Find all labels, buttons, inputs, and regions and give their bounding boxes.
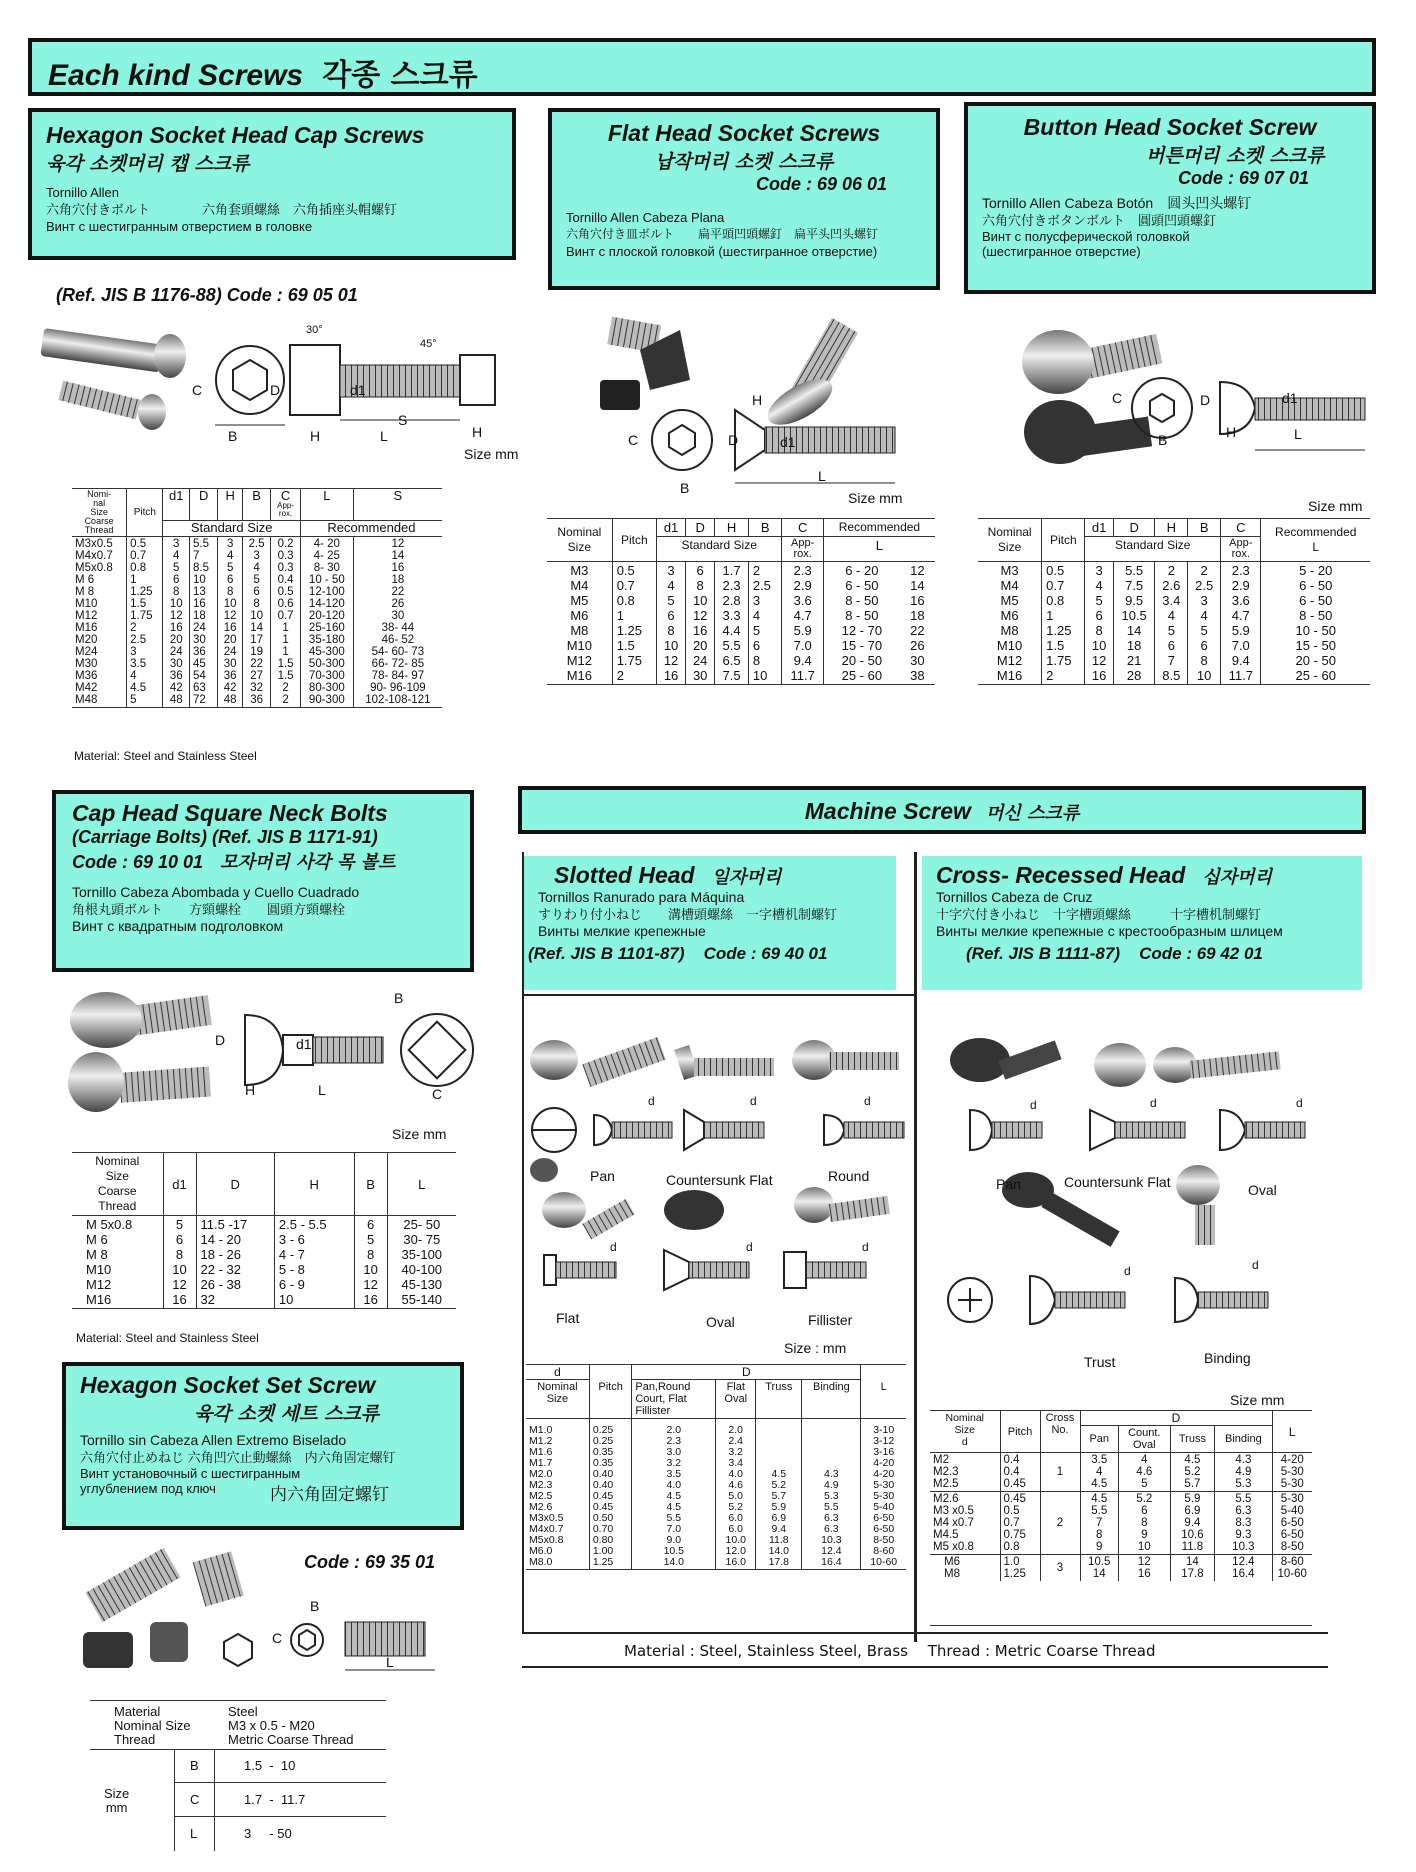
- cross-dim-d: d: [1124, 1264, 1131, 1278]
- slotted-binding-col: 4.3 4.9 5.3 5.5 6.3 6.3 10.3 12.4 16.4: [802, 1419, 861, 1570]
- cross-binding-col: 5.5 6.3 8.3 9.3 10.3: [1215, 1492, 1272, 1555]
- slotted-ref: (Ref. JIS B 1101-87): [528, 944, 685, 963]
- cross-truss-col: 5.9 6.9 9.4 10.6 11.8: [1170, 1492, 1215, 1555]
- carriage-title: Cap Head Square Neck Bolts: [72, 800, 388, 826]
- slotted-code: Code : 69 40 01: [703, 944, 828, 963]
- slotted-col-l: L: [861, 1380, 906, 1419]
- slotted-header-border: [524, 994, 914, 996]
- cross-count-col: 4 4.6 5: [1118, 1453, 1170, 1492]
- hex-cap-col-S: S: [353, 489, 442, 521]
- button-head-col-recommended: Recommended L: [1261, 519, 1370, 562]
- banner-title-ko: 각종 스크류: [322, 58, 478, 93]
- cross-dim-d: d: [1150, 1096, 1157, 1110]
- set-screw-photos: [78, 1548, 258, 1678]
- flat-head-nominal-col: M3 M4 M5 M6 M8 M10 M12 M16: [566, 563, 592, 683]
- hex-cap-header: [28, 108, 516, 260]
- flat-head-S-col: 12 14 16 18 22 26 30 38: [910, 563, 925, 683]
- flat-head-table: [547, 518, 935, 685]
- cross-type-oval: Oval: [1248, 1182, 1277, 1198]
- machine-title-ko: 머신 스크류: [986, 803, 1080, 824]
- slotted-type-oval: Oval: [706, 1314, 735, 1330]
- carriage-dim-b: B: [394, 990, 404, 1006]
- hex-cap-size-note: Size mm: [464, 446, 519, 462]
- cross-drawings: [940, 1030, 1350, 1360]
- flat-head-group-standard: Standard Size: [656, 537, 781, 562]
- carriage-header: [52, 790, 474, 972]
- set-screw-title: Hexagon Socket Set Screw: [80, 1372, 376, 1398]
- slotted-dim-d: d: [862, 1240, 869, 1254]
- cross-cross-col: 3: [1040, 1555, 1080, 1582]
- hex-cap-L-col: 4- 20 4- 25 8- 30 10 - 50 12-100 14-120 20-120 25-160 35-180 45-300 50-300 70-300 80-300 90-300: [300, 537, 353, 708]
- cross-col-nominal: Nominal Size d: [930, 1411, 1000, 1453]
- hex-cap-col-D: D: [190, 489, 218, 521]
- cross-ru: Винты мелкие крепежные с крестообразным шлицем: [936, 923, 1283, 939]
- carriage-es: Tornillo Cabeza Abombada y Cuello Cuadrado: [72, 884, 360, 900]
- set-screw-code: Code : 69 35 01: [304, 1552, 436, 1572]
- cross-count-col: 5.2 6 8 9 10: [1118, 1492, 1170, 1555]
- cross-col-count: Count. Oval: [1118, 1426, 1170, 1453]
- cross-size-note: Size mm: [1230, 1392, 1285, 1408]
- slotted-dim-d: d: [750, 1094, 757, 1108]
- cross-truss-col: 4.5 5.2 5.7: [1170, 1453, 1215, 1492]
- slotted-title-row: [538, 862, 882, 889]
- cross-col-binding: Binding: [1215, 1426, 1272, 1453]
- set-screw-row-dim: L: [190, 1826, 198, 1841]
- slotted-col-nominal: Nominal Size: [537, 1381, 578, 1405]
- hex-cap-angle-30: 30°: [306, 324, 323, 336]
- slotted-col-flat: Flat Oval: [716, 1380, 756, 1419]
- slotted-empty-cell: [589, 1365, 632, 1380]
- cross-group-row: [930, 1453, 1312, 1492]
- hex-cap-group-recommended: Recommended: [300, 521, 442, 537]
- flat-head-H-col: 1.7 2.3 2.8 3.3 4.4 5.5 6.5 7.5: [715, 562, 749, 685]
- cross-count-col: 12 16: [1118, 1555, 1170, 1582]
- flat-head-dim-h: H: [752, 392, 763, 408]
- carriage-col-D: D: [196, 1153, 274, 1216]
- machine-footer: Material : Steel, Stainless Steel, Brass Thread : Metric Coarse Thread: [624, 1642, 1156, 1660]
- cross-nominal-col: M2.6 M3 x0.5 M4 x0.7 M4.5 M5 x0.8: [933, 1493, 974, 1553]
- carriage-col-d1: d1: [163, 1153, 196, 1216]
- carriage-B-col: 6 5 8 10 12 16: [354, 1216, 387, 1309]
- hex-cap-dim-h2: H: [472, 424, 483, 440]
- carriage-dim-d: D: [215, 1032, 226, 1048]
- set-screw-row-range: 3 - 50: [244, 1826, 292, 1841]
- flat-head-col-H: H: [715, 519, 749, 537]
- button-head-col-D: D: [1113, 519, 1155, 537]
- hex-cap-col-H: H: [218, 489, 242, 521]
- set-screw-jp: 六角穴付止めねじ 六角凹穴止動螺絲 内六角固定螺钉: [80, 1450, 396, 1465]
- set-screw-row-dim: C: [190, 1792, 200, 1807]
- hex-cap-dim-c: C: [192, 382, 203, 398]
- flat-head-col-nominal: Nominal Size: [547, 519, 612, 562]
- button-head-H-col: 2 2.6 3.4 4 5 6 7 8.5: [1155, 562, 1188, 685]
- hex-cap-photos: [40, 328, 190, 438]
- cross-type-binding: Binding: [1204, 1350, 1251, 1366]
- carriage-dim-d1: d1: [296, 1036, 312, 1052]
- flat-head-L-col: 6 - 20 6 - 50 8 - 50 8 - 50 12 - 70 15 - 70 20 - 50 25 - 60: [823, 562, 899, 685]
- button-head-L-col: 5 - 20 6 - 50 6 - 50 8 - 50 10 - 50 15 - 50 20 - 50 25 - 60: [1261, 562, 1370, 685]
- slotted-col-binding: Binding: [802, 1380, 861, 1419]
- cross-nominal-col: M2 M2.3 M2.5: [933, 1454, 959, 1490]
- cross-title-ko: 십자머리: [1202, 867, 1272, 888]
- hex-cap-col-pitch: Pitch: [127, 489, 163, 537]
- cross-group-row: [930, 1555, 1312, 1582]
- button-head-dim-l: L: [1294, 426, 1302, 442]
- slotted-ref-row: [528, 944, 882, 964]
- button-head-pitch-col: 0.5 0.7 0.8 1 1.25 1.5 1.75 2: [1042, 562, 1085, 685]
- button-head-nominal-col: M3 M4 M5 M6 M8 M10 M12 M16: [996, 563, 1023, 683]
- cross-pan-col: 4.5 5.5 7 8 9: [1080, 1492, 1118, 1555]
- hex-cap-d1-col: 3 4 5 6 8 10 12 16 20 24 30 36 42 48: [163, 537, 190, 708]
- hex-cap-group-standard: Standard Size: [163, 521, 300, 537]
- button-head-col-C: C: [1221, 519, 1261, 537]
- hex-cap-title: Hexagon Socket Head Cap Screws: [46, 122, 425, 148]
- button-head-col-C-sub: App- rox.: [1221, 537, 1261, 562]
- carriage-photos: [60, 990, 220, 1120]
- button-head-col-H: H: [1155, 519, 1188, 537]
- button-head-header: [964, 102, 1376, 294]
- button-head-C-col: 2.3 2.9 3.6 4.7 5.9 7.0 9.4 11.7: [1221, 562, 1261, 685]
- hex-cap-dim-l: L: [380, 428, 388, 444]
- cross-ref: (Ref. JIS B 1111-87): [966, 944, 1121, 963]
- carriage-material: Material: Steel and Stainless Steel: [76, 1331, 259, 1345]
- set-screw-ru: Винт установочный с шестигранным углублением под ключ: [80, 1466, 301, 1496]
- hex-cap-dim-h: H: [310, 428, 321, 444]
- set-screw-zh: 内六角固定螺钉: [270, 1485, 389, 1505]
- banner-title: Each kind Screws: [48, 59, 304, 92]
- slotted-type-fillister: Fillister: [808, 1312, 853, 1328]
- cross-title: Cross- Recessed Head: [936, 862, 1186, 888]
- slotted-pitch-col: 0.25 0.25 0.35 0.35 0.40 0.40 0.45 0.45 0.50 0.70 0.80 1.00 1.25: [589, 1419, 632, 1570]
- slotted-col-d: d: [526, 1365, 589, 1380]
- hex-cap-col-L: L: [300, 489, 353, 521]
- button-head-d1-col: 3 4 5 6 8 10 12 16: [1085, 562, 1113, 685]
- button-head-dim-h: H: [1226, 424, 1237, 440]
- cross-ref-row: [966, 944, 1348, 964]
- cross-truss-col: 14 17.8: [1170, 1555, 1215, 1582]
- slotted-empty-cell: [861, 1365, 906, 1380]
- hex-cap-nominal-col: M3x0.5 M4x0.7 M5x0.8 M 6 M 8 M10 M12 M16 M20 M24 M30 M36 M42 M48: [75, 538, 113, 706]
- flat-head-ru: Винт с плоской головкой (шестигранное отверстие): [566, 244, 878, 259]
- machine-title: Machine Screw: [804, 798, 971, 824]
- flat-head-col-recommended: Recommended: [823, 519, 935, 537]
- hex-cap-angle-45: 45°: [420, 338, 437, 350]
- set-screw-table: [90, 1700, 386, 1850]
- flat-head-code: Code : 69 06 01: [756, 174, 888, 194]
- cross-pitch-col: 0.4 0.4 0.45: [1000, 1453, 1040, 1492]
- carriage-jp: 角根丸頭ボルト 方頸螺栓 圓頭方頸螺栓: [72, 902, 346, 917]
- hex-cap-B-col: 2.5 3 4 5 6 8 10 14 17 19 22 27 32 36: [242, 537, 270, 708]
- flat-head-D-col: 6 8 10 12 16 20 24 30: [686, 562, 715, 685]
- slotted-dim-d: d: [610, 1240, 617, 1254]
- flat-head-col-C-sub: App- rox.: [782, 537, 823, 562]
- carriage-code-row: [72, 848, 454, 874]
- button-head-table: [978, 518, 1370, 685]
- carriage-col-L: L: [387, 1153, 456, 1216]
- slotted-header: [524, 856, 896, 990]
- page-banner: [28, 38, 1376, 96]
- set-screw-row: [174, 1749, 386, 1783]
- slotted-dim-d: d: [746, 1240, 753, 1254]
- cross-l-col: 5-30 5-40 6-50 6-50 8-50: [1272, 1492, 1312, 1555]
- slotted-type-flat: Flat: [556, 1310, 580, 1326]
- cross-header: [922, 856, 1362, 990]
- button-head-size-note: Size mm: [1308, 498, 1363, 514]
- slotted-table: [526, 1364, 906, 1570]
- button-head-group-standard: Standard Size: [1085, 537, 1221, 562]
- carriage-dim-l: L: [318, 1082, 326, 1098]
- cross-dim-d: d: [1252, 1258, 1259, 1272]
- flat-head-dim-c: C: [628, 432, 639, 448]
- slotted-col-pan: Pan,Round Court, Flat Fillister: [632, 1380, 716, 1419]
- machine-divider-v: [914, 852, 917, 1642]
- slotted-es: Tornillos Ranurado para Máquina: [538, 889, 745, 905]
- button-head-ru: Винт с полусферической головкой (шестигранное отверстие): [982, 229, 1190, 259]
- slotted-col-D: D: [632, 1365, 861, 1380]
- hex-cap-H-col: 3 4 5 6 8 10 12 16 20 24 30 36 42 48: [218, 537, 242, 708]
- hex-cap-dim-d: D: [270, 382, 281, 398]
- slotted-dim-d: d: [648, 1094, 655, 1108]
- hex-cap-D-col: 5.5 7 8.5 10 13 16 18 24 30 36 45 54 63 72: [190, 537, 218, 708]
- carriage-code: Code : 69 10 01: [72, 852, 204, 872]
- slotted-pan-col: 2.0 2.3 3.0 3.2 3.5 4.0 4.5 4.5 5.5 7.0 9.0 10.5 14.0: [632, 1419, 716, 1570]
- cross-es: Tornillos Cabeza de Cruz: [936, 889, 1093, 905]
- flat-head-jp: 六角穴付き皿ボルト 扁平頭凹頭螺釘 扁平头凹头螺钉: [566, 227, 879, 241]
- machine-footer-line: [522, 1632, 1328, 1634]
- button-head-title: Button Head Socket Screw: [1023, 114, 1317, 140]
- hex-cap-es: Tornillo Allen: [46, 185, 119, 200]
- slotted-col-pitch: Pitch: [589, 1380, 632, 1419]
- button-head-subtitle: 버튼머리 소켓 스크류: [1146, 145, 1325, 167]
- button-head-col-d1: d1: [1085, 519, 1113, 537]
- slotted-nominal-col: M1.0 M1.2 M1.6 M1.7 M2.0 M2.3 M2.5 M2.6 M3x0.5 M4x0.7 M5x0.8 M6.0 M8.0: [529, 1424, 564, 1568]
- hex-cap-dim-b: B: [228, 428, 238, 444]
- carriage-d1-col: 5 6 8 10 12 16: [163, 1216, 196, 1309]
- cross-col-D: D: [1080, 1411, 1272, 1426]
- cross-pitch-col: 0.45 0.5 0.7 0.75 0.8: [1000, 1492, 1040, 1555]
- set-screw-row: [174, 1783, 386, 1817]
- flat-head-pitch-col: 0.5 0.7 0.8 1 1.25 1.5 1.75 2: [612, 562, 656, 685]
- flat-head-dim-b: B: [680, 480, 690, 496]
- hex-cap-col-C-cell: [271, 489, 301, 521]
- set-screw-values: Steel M3 x 0.5 - M20 Metric Coarse Thread: [228, 1704, 354, 1747]
- button-head-dim-b: B: [1158, 432, 1168, 448]
- carriage-line2: (Carriage Bolts) (Ref. JIS B 1171-91): [72, 827, 378, 847]
- set-screw-size-label: Size mm: [104, 1786, 130, 1815]
- cross-cross-col: 1: [1040, 1453, 1080, 1492]
- set-screw-labels: Material Nominal Size Thread: [114, 1704, 191, 1747]
- slotted-title-ko: 일자머리: [711, 867, 782, 888]
- set-screw-row-range: 1.5 - 10: [244, 1758, 296, 1773]
- cross-type-trust: Trust: [1084, 1354, 1116, 1370]
- carriage-table: [72, 1152, 456, 1309]
- cross-pitch-col: 1.0 1.25: [1000, 1555, 1040, 1582]
- slotted-type-round: Round: [828, 1168, 870, 1184]
- button-head-dim-d: D: [1200, 392, 1211, 408]
- slotted-size-note: Size : mm: [784, 1340, 847, 1356]
- hex-cap-table: [72, 488, 442, 708]
- flat-head-es: Tornillo Allen Cabeza Plana: [566, 210, 725, 225]
- hex-cap-col-d1: d1: [163, 489, 190, 521]
- button-head-col-nominal: Nominal Size: [978, 519, 1042, 562]
- set-screw-ru-row: [80, 1466, 446, 1505]
- set-screw-row-dim: B: [190, 1758, 199, 1773]
- cross-binding-col: 12.4 16.4: [1215, 1555, 1272, 1582]
- carriage-H-col: 2.5 - 5.5 3 - 6 4 - 7 5 - 8 6 - 9 10: [274, 1216, 354, 1309]
- button-head-dim-d1: d1: [1282, 390, 1298, 406]
- hex-cap-S-col: 12 14 16 18 22 26 30 38- 44 46- 52 54- 60- 73 66- 72- 85 78- 84- 97 90- 96-109 102-108-121: [353, 537, 442, 708]
- button-head-jp: 六角穴付きボタンボルト 圓頭凹頭螺釘: [982, 213, 1217, 228]
- flat-head-B-col: 2 2.5 3 4 5 6 8 10: [748, 562, 782, 685]
- slotted-flat-col: 2.0 2.4 3.2 3.4 4.0 4.6 5.0 5.2 6.0 6.0 10.0 12.0 16.0: [716, 1419, 756, 1570]
- flat-head-dim-d: D: [728, 432, 739, 448]
- set-screw-diagram: [285, 1610, 465, 1680]
- flat-head-col-d1: d1: [656, 519, 685, 537]
- cross-pan-col: 3.5 4 4.5: [1080, 1453, 1118, 1492]
- cross-nominal-col: M6 M8: [944, 1556, 960, 1580]
- carriage-col-H: H: [274, 1153, 354, 1216]
- flat-head-title: Flat Head Socket Screws: [607, 120, 881, 146]
- cross-col-truss: Truss: [1170, 1426, 1215, 1453]
- flat-head-col-L: L: [823, 537, 935, 562]
- hex-cap-dim-d1: d1: [350, 382, 366, 398]
- slotted-col-truss: Truss: [756, 1380, 802, 1419]
- cross-table-head: [930, 1411, 1312, 1581]
- cross-group-row: [930, 1492, 1312, 1555]
- hex-cap-material: Material: Steel and Stainless Steel: [74, 749, 257, 763]
- hex-cap-subtitle: 육각 소켓머리 캡 스크류: [46, 153, 250, 175]
- cross-code: Code : 69 42 01: [1139, 944, 1263, 963]
- button-head-col-pitch: Pitch: [1042, 519, 1085, 562]
- carriage-diagram: [225, 995, 485, 1105]
- flat-head-header: [548, 108, 940, 290]
- flat-head-col-pitch: Pitch: [612, 519, 656, 562]
- cross-pan-col: 10.5 14: [1080, 1555, 1118, 1582]
- set-screw-row-range: 1.7 - 11.7: [244, 1792, 306, 1807]
- hex-cap-pitch-col: 0.5 0.7 0.8 1 1.25 1.5 1.75 2 2.5 3 3.5 4 4.5 5: [127, 537, 163, 708]
- cross-col-pitch: Pitch: [1000, 1411, 1040, 1453]
- carriage-col-nominal: Nominal Size Coarse Thread: [95, 1154, 140, 1213]
- flat-head-col-D: D: [686, 519, 715, 537]
- hex-cap-col-nominal: Nomi- nal Size Coarse Thread: [72, 489, 127, 537]
- cross-table: [930, 1410, 1312, 1626]
- flat-head-C-col: 2.3 2.9 3.6 4.7 5.9 7.0 9.4 11.7: [782, 562, 823, 685]
- button-head-dim-c: C: [1112, 390, 1123, 406]
- cross-dim-d: d: [1296, 1096, 1303, 1110]
- slotted-ru: Винты мелкие крепежные: [538, 923, 706, 939]
- carriage-col-B: B: [354, 1153, 387, 1216]
- set-screw-row: [174, 1817, 386, 1851]
- slotted-truss-col: 4.5 5.2 5.7 5.9 6.9 9.4 11.8 14.0 17.8: [756, 1419, 802, 1570]
- slotted-type-countersunk: Countersunk Flat: [666, 1172, 773, 1188]
- flat-head-subtitle: 납작머리 소켓 스크류: [654, 151, 834, 173]
- button-head-code: Code : 69 07 01: [1178, 168, 1310, 188]
- set-screw-header: [62, 1362, 464, 1530]
- cross-l-col: 4-20 5-30 5-30: [1272, 1453, 1312, 1492]
- carriage-dim-c: C: [432, 1086, 443, 1102]
- flat-head-size-note: Size mm: [848, 490, 903, 506]
- flat-head-dim-l: L: [818, 468, 826, 484]
- slotted-l-col: 3-10 3-12 3-16 4-20 4-20 5-30 5-30 5-40 6-50 6-50 8-50 8-60 10-60: [861, 1419, 906, 1570]
- set-screw-dim-c: C: [272, 1630, 283, 1646]
- slotted-title: Slotted Head: [554, 862, 695, 888]
- flat-head-col-C: C: [782, 519, 823, 537]
- cross-type-countersunk: Countersunk Flat: [1064, 1174, 1171, 1190]
- carriage-nominal-col: M 5x0.8 M 6 M 8 M10 M12 M16: [86, 1217, 133, 1307]
- carriage-ru: Винт с квадратным подголовком: [72, 918, 284, 934]
- slotted-type-pan: Pan: [590, 1168, 615, 1184]
- flat-head-col-B: B: [748, 519, 782, 537]
- cross-title-row: [936, 862, 1348, 889]
- carriage-dim-h: H: [245, 1082, 256, 1098]
- flat-head-dim-d1: d1: [780, 434, 796, 450]
- hex-cap-col-B: B: [242, 489, 270, 521]
- set-screw-subtitle: 육각 소켓 세트 스크류: [194, 1403, 380, 1425]
- cross-dim-d: d: [1030, 1098, 1037, 1112]
- carriage-L-col: 25- 50 30- 75 35-100 40-100 45-130 55-140: [387, 1216, 456, 1309]
- cross-type-pan: Pan: [996, 1176, 1021, 1192]
- carriage-D-col: 11.5 -17 14 - 20 18 - 26 22 - 32 26 - 38 32: [196, 1216, 274, 1309]
- cross-cross-col: 2: [1040, 1492, 1080, 1555]
- cross-col-pan: Pan: [1080, 1426, 1118, 1453]
- cross-binding-col: 4.3 4.9 5.3: [1215, 1453, 1272, 1492]
- slotted-dim-d: d: [864, 1094, 871, 1108]
- hex-cap-C-col: 0.2 0.3 0.3 0.4 0.5 0.6 0.7 1 1 1 1.5 1.5 2 2: [271, 537, 301, 708]
- cross-jp: 十字穴付き小ねじ 十字槽頭螺絲 十字槽机制螺钉: [936, 907, 1262, 922]
- button-head-B-col: 2 2.5 3 4 5 6 8 10: [1188, 562, 1221, 685]
- cross-col-cross: Cross No.: [1040, 1411, 1080, 1453]
- slotted-jp: すりわり付小ねじ 溝槽頭螺絲 一字槽机制螺钉: [538, 907, 838, 922]
- machine-header: [518, 786, 1366, 834]
- cross-col-l: L: [1272, 1411, 1312, 1453]
- flat-head-d1-col: 3 4 5 6 8 10 12 16: [656, 562, 685, 685]
- hex-cap-col-C-sub: App- rox.: [277, 501, 295, 518]
- hex-cap-dim-s: S: [398, 412, 408, 428]
- hex-cap-ru: Винт с шестигранным отверстием в головке: [46, 219, 313, 234]
- carriage-code-ko: 모자머리 사각 목 볼트: [220, 852, 396, 873]
- hex-cap-col-C: C: [280, 488, 291, 503]
- hex-cap-jp: 六角穴付きボルト 六角套頭螺絲 六角插座头帽螺钉: [46, 202, 398, 217]
- button-head-col-B: B: [1188, 519, 1221, 537]
- carriage-size-note: Size mm: [392, 1126, 447, 1142]
- button-head-D-col: 5.5 7.5 9.5 10.5 14 18 21 28: [1113, 562, 1155, 685]
- cross-l-col: 8-60 10-60: [1272, 1555, 1312, 1582]
- set-screw-dim-b: B: [310, 1598, 320, 1614]
- set-screw-es: Tornillo sin Cabeza Allen Extremo Biselado: [80, 1432, 347, 1448]
- set-screw-dim-l: L: [386, 1654, 394, 1670]
- button-head-es: Tornillo Allen Cabeza Botón 圆头凹头螺钉: [982, 195, 1252, 211]
- machine-footer-line2: [522, 1666, 1328, 1668]
- hex-cap-ref: (Ref. JIS B 1176-88) Code : 69 05 01: [56, 285, 358, 305]
